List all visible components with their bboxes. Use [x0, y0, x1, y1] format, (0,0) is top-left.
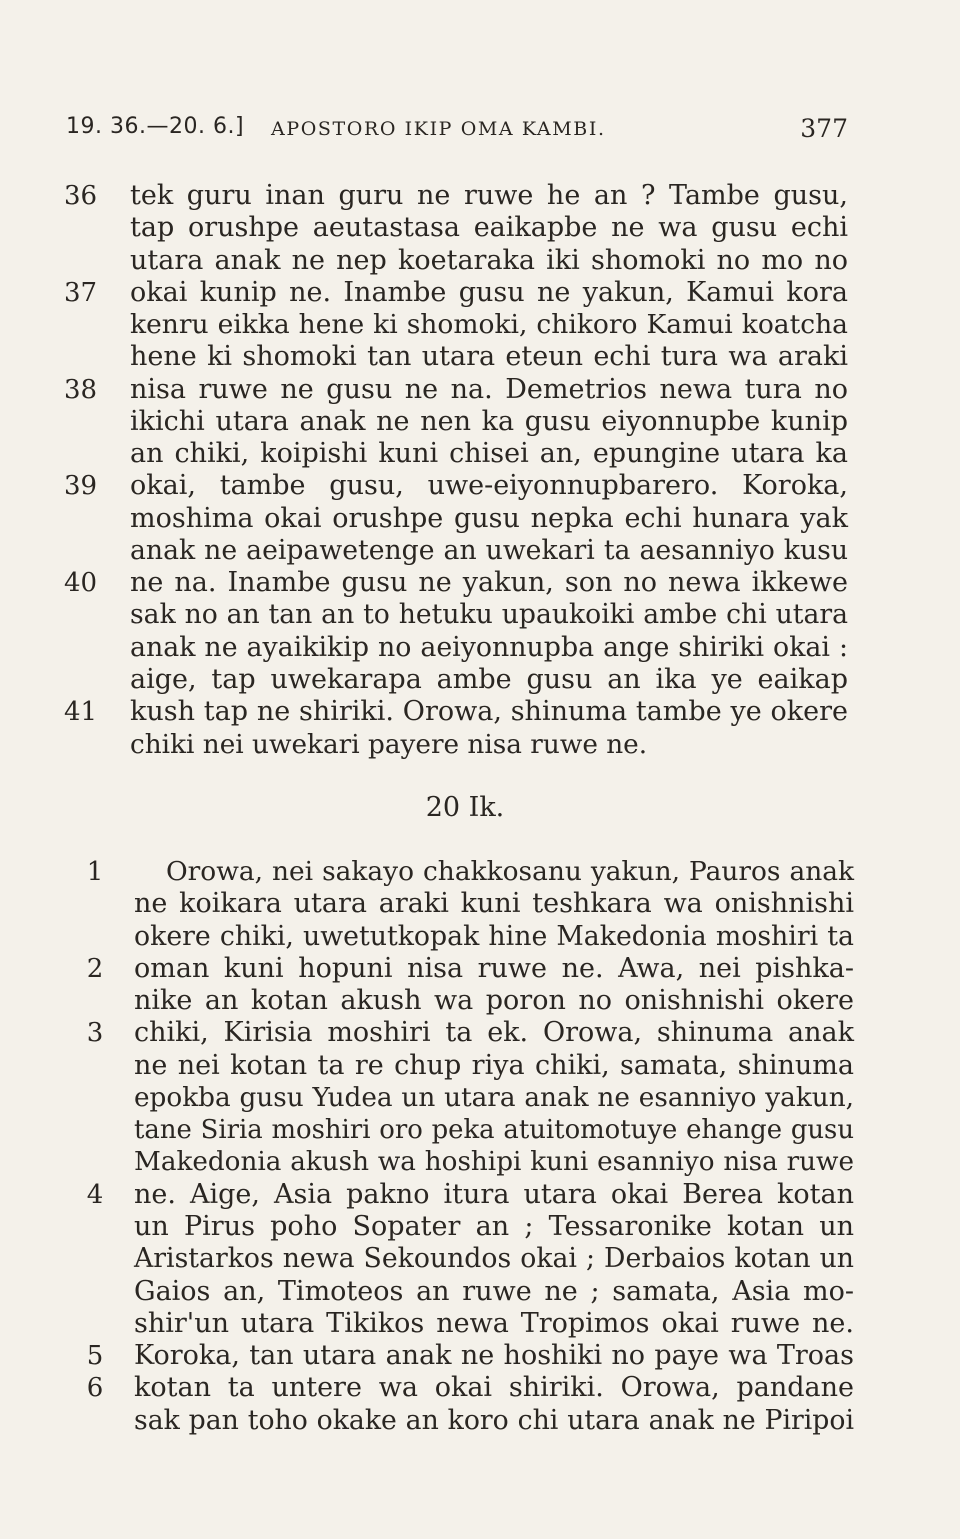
line-text: moshima okai orushpe gusu nepka echi hunara yak	[130, 503, 848, 534]
verse-number: 1	[86, 857, 104, 887]
line-text: aige, tap uwekarapa ambe gusu an ika ye eaikap	[130, 664, 848, 695]
text-line	[0, 1017, 960, 1049]
text-line	[0, 1146, 960, 1178]
verse-number: 39	[64, 471, 98, 501]
text-line	[0, 1082, 960, 1114]
text-line	[0, 921, 960, 953]
running-header	[66, 114, 848, 154]
line-text: anak ne ayaikikip no aeiyonnupba ange shiriki okai :	[130, 632, 848, 663]
text-line	[0, 1308, 960, 1340]
line-text: ne na. Inambe gusu ne yakun, son no newa ikkewe	[130, 567, 848, 598]
text-line	[0, 180, 960, 212]
line-text: kotan ta untere wa okai shiriki. Orowa, pandane	[134, 1372, 854, 1403]
text-line	[0, 632, 960, 664]
verse-number: 37	[64, 278, 98, 308]
line-text: chiki nei uwekari payere nisa ruwe ne.	[130, 730, 648, 760]
line-text: hene ki shomoki tan utara eteun echi tura wa araki	[130, 341, 848, 372]
text-line	[0, 1276, 960, 1308]
line-text: okere chiki, uwetutkopak hine Makedonia moshiri ta	[134, 921, 854, 952]
verse-number: 3	[86, 1018, 104, 1048]
text-line	[0, 1179, 960, 1211]
line-text: an chiki, koipishi kuni chisei an, epungine utara ka	[130, 438, 848, 469]
line-text: okai, tambe gusu, uwe-eiyonnupbarero. Koroka,	[130, 470, 848, 501]
line-text: sak pan toho okake an koro chi utara anak ne Piripoi	[134, 1405, 854, 1436]
text-line	[0, 1372, 960, 1404]
line-text: ne nei kotan ta re chup riya chiki, samata, shinuma	[134, 1050, 854, 1081]
line-text: nisa ruwe ne gusu ne na. Demetrios newa tura no	[130, 374, 848, 405]
text-line	[0, 341, 960, 373]
line-text: ne. Aige, Asia pakno itura utara okai Berea kotan	[134, 1179, 854, 1210]
line-text: Gaios an, Timoteos an ruwe ne ; samata, Asia mo-	[134, 1276, 854, 1307]
text-line	[0, 953, 960, 985]
text-line	[0, 856, 960, 888]
line-text: oman kuni hopuni nisa ruwe ne. Awa, nei pishka-	[134, 953, 854, 984]
text-line	[0, 309, 960, 341]
text-line	[0, 503, 960, 535]
text-line	[0, 1340, 960, 1372]
line-text: un Pirus poho Sopater an ; Tessaronike kotan un	[134, 1211, 854, 1242]
verse-number: 41	[64, 697, 98, 727]
text-line	[0, 277, 960, 309]
text-line	[0, 567, 960, 599]
text-line	[0, 470, 960, 502]
chapter-verse-reference: 19. 36.—20. 6.]	[66, 114, 245, 139]
text-line	[0, 406, 960, 438]
text-line	[0, 245, 960, 277]
line-text: kush tap ne shiriki. Orowa, shinuma tambe ye okere	[130, 696, 848, 727]
line-text: Orowa, nei sakayo chakkosanu yakun, Pauros anak	[166, 856, 854, 887]
line-text: shir'un utara Tikikos newa Tropimos okai ruwe ne.	[134, 1308, 854, 1339]
verse-number: 2	[86, 954, 104, 984]
text-line	[0, 1243, 960, 1275]
text-line	[0, 985, 960, 1017]
chapter-heading: 20 Ik.	[425, 792, 505, 823]
line-text: ikichi utara anak ne nen ka gusu eiyonnupbe kunip	[130, 406, 848, 437]
line-text: epokba gusu Yudea un utara anak ne esanniyo yakun,	[134, 1083, 854, 1113]
verse-number: 36	[64, 181, 98, 211]
line-text: Koroka, tan utara anak ne hoshiki no paye wa Troas	[134, 1340, 854, 1371]
text-line	[0, 664, 960, 696]
line-text: tek guru inan guru ne ruwe he an ? Tambe gusu,	[130, 180, 848, 211]
running-title: APOSTORO IKIP OMA KAMBI.	[271, 118, 606, 140]
verse-number: 4	[86, 1180, 104, 1210]
text-line	[0, 212, 960, 244]
text-line	[0, 696, 960, 728]
line-text: ne koikara utara araki kuni teshkara wa onishnishi	[134, 888, 854, 919]
line-text: anak ne aeipawetenge an uwekari ta aesanniyo kusu	[130, 535, 848, 566]
line-text: okai kunip ne. Inambe gusu ne yakun, Kamui kora	[130, 277, 848, 308]
text-line	[0, 438, 960, 470]
line-text: tap orushpe aeutastasa eaikapbe ne wa gusu echi	[130, 212, 848, 243]
line-text: sak no an tan an to hetuku upaukoiki ambe chi utara	[130, 599, 848, 630]
verse-number: 40	[64, 568, 98, 598]
verse-number: 5	[86, 1341, 104, 1371]
text-line	[0, 374, 960, 406]
text-line	[0, 729, 960, 761]
verse-number: 6	[86, 1373, 104, 1403]
line-text: chiki, Kirisia moshiri ta ek. Orowa, shinuma anak	[134, 1017, 854, 1048]
page-number: 377	[800, 114, 848, 143]
text-line	[0, 599, 960, 631]
line-text: Aristarkos newa Sekoundos okai ; Derbaios kotan un	[134, 1243, 854, 1274]
line-text: tane Siria moshiri oro peka atuitomotuye ehange gusu	[134, 1115, 854, 1145]
text-line	[0, 888, 960, 920]
text-line	[0, 1114, 960, 1146]
verse-number: 38	[64, 375, 98, 405]
line-text: nike an kotan akush wa poron no onishnishi okere	[134, 985, 854, 1016]
text-line	[0, 535, 960, 567]
text-line	[0, 1050, 960, 1082]
line-text: utara anak ne nep koetaraka iki shomoki no mo no	[130, 245, 848, 276]
line-text: Makedonia akush wa hoshipi kuni esanniyo nisa ruwe	[134, 1147, 854, 1177]
text-line	[0, 1211, 960, 1243]
line-text: kenru eikka hene ki shomoki, chikoro Kamui koatcha	[130, 309, 848, 340]
text-line	[0, 1405, 960, 1437]
